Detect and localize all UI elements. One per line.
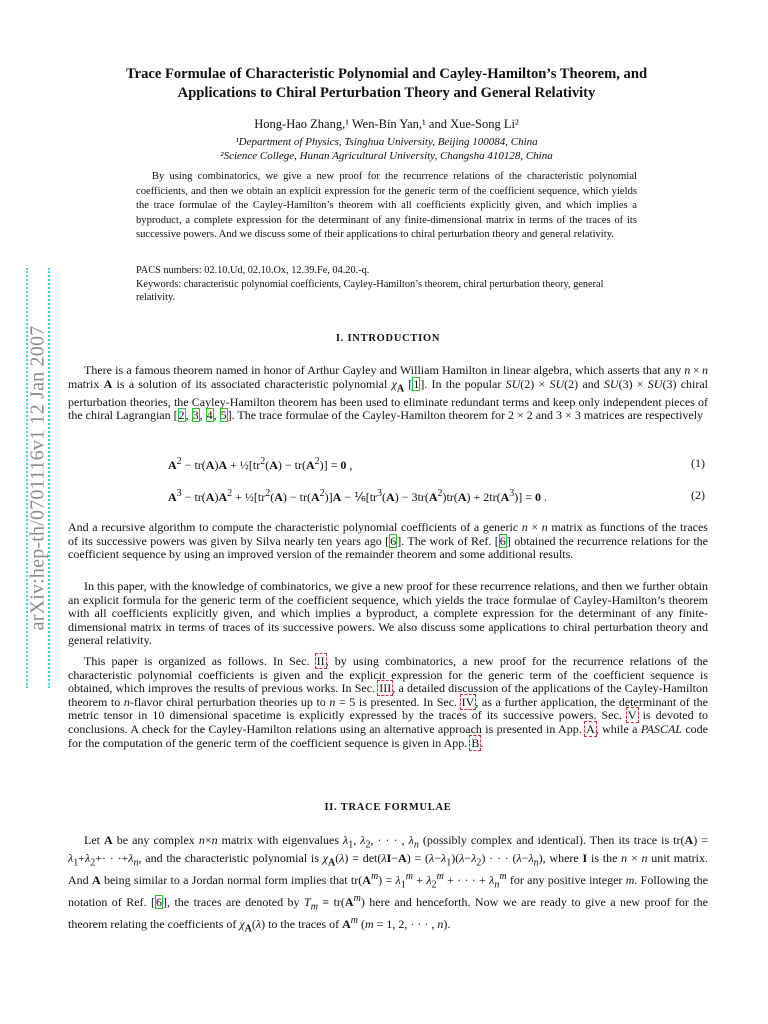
intro-paragraph-3: In this paper, with the knowledge of combinatorics, we give a new proof for these recurrence relations, and then we further obtain an explicit formula for the generic term of the coefficient sequence, which yields the trace formulae of Cayley-Hamilton’s theorem with all coefficients explicitly given, and which implies a byproduct, a complete expression for the determinant of any finite-dimensional matrix in terms of traces of its successive powers. We also discuss some applications to chiral perturbation theory and general relativity. [68,579,708,648]
citation-link[interactable]: 1 [413,376,420,391]
paper-title [80,65,693,103]
citation-link[interactable]: 6 [156,894,163,909]
intro-paragraph-1: There is a famous theorem named in honor of Arthur Cayley and William Hamilton in linear algebra, which asserts that any n × n matrix A is a solution of its associated characteristic polynomial $\chi_A$ [1]. In the popular SU(2) × SU(2) and SU(3) × SU(3) chiral perturbation theories, the Cayley-Hamilton theorem has been used to eliminate redundant terms and keep only independent pieces of the chiral Lagrangian [2, 3, 4, 5]. The trace formulae of the Cayley-Hamilton theorem for 2 × 2 and 3 × 3 matrices are respectively [68,363,709,423]
intro-paragraph-4: This paper is organized as follows. In Sec. II, by using combinatorics, a new proof for the recurrence relations of the characteristic polynomial coefficients is given and the explicit expression for the generic term of the coefficient sequence is obtained, which improves the results of previous works. In Sec. III, a detailed discussion of the applications of the Cayley-Hamilton theorem to n-flavor chiral perturbation theories up to n = 5 is presented. In Sec. IV, as a further application, the determinant of the metric tensor in 10 dimensional spacetime is explicitly expressed by the traces of its successive powers. Sec. V is devoted to conclusions. A check for the Cayley-Hamilton relations using an alternative approach is presented in App. A, while a PASCAL code for the computation of the generic term of the coefficient sequence is given in App. B. [68,654,709,750]
affiliation-1: ¹Department of Physics, Tsinghua University, Beijing 100084, China [235,136,538,148]
intro-paragraph-2: And a recursive algorithm to compute the characteristic polynomial coefficients of a generic n × n matrix as functions of the traces of its successive powers was given by Silva nearly ten years ago [6]. The work of Ref. [6] obtained the recurrence relations for the coefficient sequence by using an improved version of the remainder theorem and some additional results. [68,520,708,562]
appendix-link[interactable]: B [471,735,480,750]
equation-2 [68,484,708,510]
affiliation-2: ²Science College, Hunan Agricultural University, Changsha 410128, China [220,150,553,162]
citation-link[interactable]: 6 [390,533,397,548]
citation-link[interactable]: 3 [192,408,199,423]
arxiv-identifier[interactable]: arXiv:hep-th/0701116v1 12 Jan 2007 [26,325,49,631]
keywords: Keywords: characteristic polynomial coefficients, Cayley-Hamilton’s theorem, chiral perturbation theory, general relativity. [136,279,604,303]
citation-link[interactable]: 2 [178,408,185,423]
citation-link[interactable]: 4 [206,408,213,423]
title-line-1: Trace Formulae of Characteristic Polynomial and Cayley-Hamilton’s Theorem, and [125,66,648,82]
citation-link[interactable]: 6 [499,533,506,548]
section-link[interactable]: III [379,681,392,696]
arxiv-stamp[interactable] [26,268,50,688]
section-link[interactable]: II [316,654,325,668]
citation-link[interactable]: 5 [220,408,227,423]
appendix-link[interactable]: A [586,721,595,736]
pacs-numbers: PACS numbers: 02.10.Ud, 02.10.Ox, 12.39.Fe, 04.20.-q. [136,265,370,276]
equation-1 [68,452,708,478]
section2-paragraph-1: Let A be any complex n×n matrix with eigenvalues $\lambda_1$, $\lambda_2$, · · · , $\lambda_n$ (possibly complex and identical). Then its trace is $tr(A) = \lambda_1+\lambda_2+\cdot \cdot \cdot+\lambda_n$, and the characteristic polynomial is $\chi_A(\lambda) = \det(\lambda I-A) = (\lambda-\lambda_1)(\lambda-\lambda_2)$ · · · $(\lambda-\lambda_n)$, where I is the n × n unit matrix. And A being similar to a Jordan normal form implies that $tr(A^m) = \lambda_1^m + \lambda_2^m$ + · · · + $\lambda_n^m$ for any positive integer m. Following the notation of Ref. [6], the traces are denoted by $T_m \equiv tr(A^m)$ here and henceforth. Now we are ready to give a new proof for the theorem relating the coefficients of $\chi_A(\lambda)$ to the traces of $A^m$ (m = 1, 2, · · · , n). [68,833,709,935]
section-heading-trace-formulae: II. TRACE FORMULAE [324,802,452,813]
section-link[interactable]: V [627,708,637,723]
title-line-2: Applications to Chiral Perturbation Theory and General Relativity [177,85,596,101]
equation-2-number: (2) [691,488,705,502]
equation-2-body: $A^3 - tr(A)A^2$ + $\frac{1}{2}[tr^2(A) - tr(A^2)]A$ − $\frac{1}{6}[tr^3(A) - 3tr(A^2)tr(A) + 2tr(A^3)] = 0$ . [168,488,548,504]
author-list: Hong-Hao Zhang,¹ Wen-Bin Yan,¹ and Xue-Song Li² [254,117,519,131]
section-link[interactable]: IV [461,694,475,709]
section-heading-introduction: I. INTRODUCTION [335,333,441,344]
abstract: By using combinatorics, we give a new proof for the recurrence relations of the characteristic polynomial coefficients, and then we obtain an explicit expression for the generic term of the coefficient sequence, which yields the trace formulae of the Cayley-Hamilton’s theorem with all coefficients explicitly given, and which implies a byproduct, a complete expression for the determinant of any finite-dimensional matrix in terms of the traces of its successive powers. And we discuss some of their applications to chiral perturbation theory and general relativity. [136,171,637,241]
equation-1-body: $A^2 - tr(A)A$ + $\frac{1}{2}[tr^2(A) - tr(A^2)] = 0$ , [168,456,353,472]
equation-1-number: (1) [691,456,705,470]
